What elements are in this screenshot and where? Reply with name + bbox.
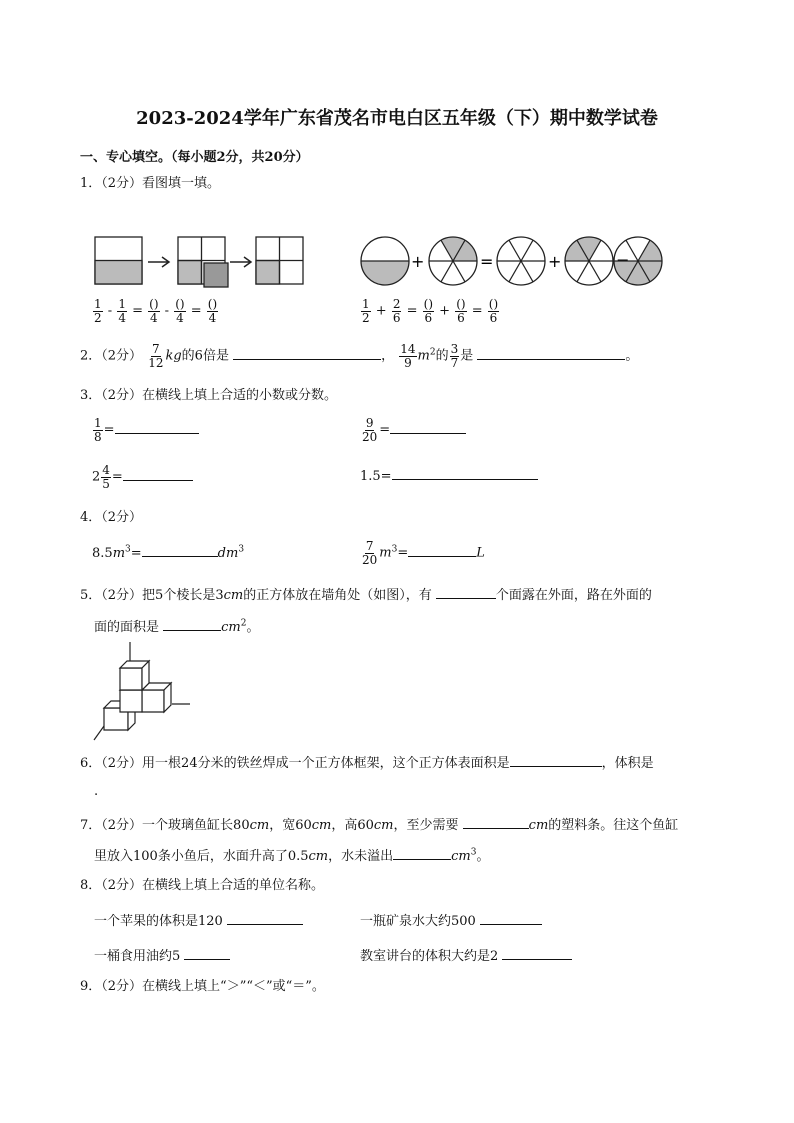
question-6-line-2: . xyxy=(94,784,99,799)
q8-item-c: 一桶食用油约5 xyxy=(94,947,230,965)
answer-blank[interactable] xyxy=(227,912,303,925)
q4-item-a: $8.5m^3= dm^3$ xyxy=(92,544,245,561)
square-2-removed-piece xyxy=(204,263,228,287)
answer-blank[interactable] xyxy=(115,421,199,434)
answer-blank[interactable] xyxy=(408,544,476,557)
square-3-shade xyxy=(256,261,280,285)
answer-blank[interactable] xyxy=(123,468,193,481)
arrow-1-icon xyxy=(148,257,169,267)
question-6-line-1: 6．（2分）用一根24分米的铁丝焊成一个正方体框架，这个正方体表面积是 ，体积是 xyxy=(80,756,654,771)
question-4-heading: 4．（2分） xyxy=(80,510,143,525)
answer-blank[interactable] xyxy=(184,947,230,960)
question-5-line-2: 面的面积是 $cm^2$。 xyxy=(94,618,260,635)
corner-cubes-figure xyxy=(90,642,200,744)
square-fraction-figure xyxy=(90,232,310,292)
answer-blank[interactable] xyxy=(502,947,572,960)
q3-item-c: 2 $\frac{4}{5}$ = xyxy=(92,464,193,490)
q8-item-a: 一个苹果的体积是120 xyxy=(94,912,303,930)
answer-blank[interactable] xyxy=(142,544,218,557)
q8-item-b: 一瓶矿泉水大约500 xyxy=(360,912,542,930)
answer-blank[interactable] xyxy=(480,912,542,925)
q1-left-equation: $\frac{1}{2}$ - $\frac{1}{4}$ = $\frac{()}{4}$ - $\frac{()}{4}$ = $\frac{()}{4}$ xyxy=(94,297,218,325)
answer-blank[interactable] xyxy=(163,618,221,631)
q3-item-b: $\frac{9}{20}$ = xyxy=(360,417,466,443)
circle-5 xyxy=(614,237,662,285)
circle-1 xyxy=(361,237,409,285)
section-heading: 一、专心填空。（每小题2分，共20分） xyxy=(80,150,309,165)
answer-blank[interactable] xyxy=(436,586,496,599)
answer-blank[interactable] xyxy=(393,847,451,860)
question-2: 2．（2分） $\frac{7}{12}$ kg的6倍是 ， $\frac{14}{9}$ $m^2$的 $\frac{3}{7}$ 是 。 xyxy=(80,342,639,370)
arrow-2-icon xyxy=(230,257,251,267)
question-9-heading: 9．（2分）在横线上填上“＞”“＜”或“＝”。 xyxy=(80,979,325,994)
q3-item-d: 1.5= xyxy=(360,467,538,485)
square-1-shade xyxy=(95,261,142,285)
circle-4 xyxy=(565,237,613,285)
plus-sign-1: + xyxy=(411,252,425,271)
page-title: 2023-2024学年广东省茂名市电白区五年级（下）期中数学试卷 xyxy=(136,108,658,129)
answer-blank[interactable] xyxy=(463,816,529,829)
question-8-heading: 8．（2分）在横线上填上合适的单位名称。 xyxy=(80,878,325,893)
q3-item-a: $\frac{1}{8}$ = xyxy=(92,417,199,443)
question-5-line-1: 5．（2分）把5个棱长是3cm的正方体放在墙角处（如图），有 个面露在外面，路在外面的 xyxy=(80,588,652,603)
question-1-heading: 1．（2分）看图填一填。 xyxy=(80,176,221,191)
equals-sign-1: = xyxy=(480,252,494,271)
q8-item-d: 教室讲台的体积大约是2 xyxy=(360,947,572,965)
answer-blank[interactable] xyxy=(510,754,602,767)
plus-sign-2: + xyxy=(548,252,562,271)
q1-right-equation: $\frac{1}{2}$ + $\frac{2}{6}$ = $\frac{()}{6}$ + $\frac{()}{6}$ = $\frac{()}{6}$ xyxy=(362,297,499,325)
answer-blank[interactable] xyxy=(392,467,538,480)
circle-2 xyxy=(429,237,477,285)
square-2-shade-a xyxy=(178,261,202,285)
circle-3 xyxy=(497,237,545,285)
question-3-heading: 3．（2分）在横线上填上合适的小数或分数。 xyxy=(80,388,338,403)
question-7-line-2: 里放入100条小鱼后，水面升高了0.5cm，水未溢出 $cm^3$。 xyxy=(94,847,490,864)
circle-fraction-figure xyxy=(358,234,668,290)
answer-blank[interactable] xyxy=(233,347,381,360)
question-7-line-1: 7．（2分）一个玻璃鱼缸长80cm，宽60cm，高60cm，至少需要 cm的塑料条。往这个鱼缸 xyxy=(80,818,679,833)
q4-item-b: $\frac{7}{20}$ $m^3= L$ xyxy=(362,539,485,567)
answer-blank[interactable] xyxy=(477,347,625,360)
answer-blank[interactable] xyxy=(390,421,466,434)
